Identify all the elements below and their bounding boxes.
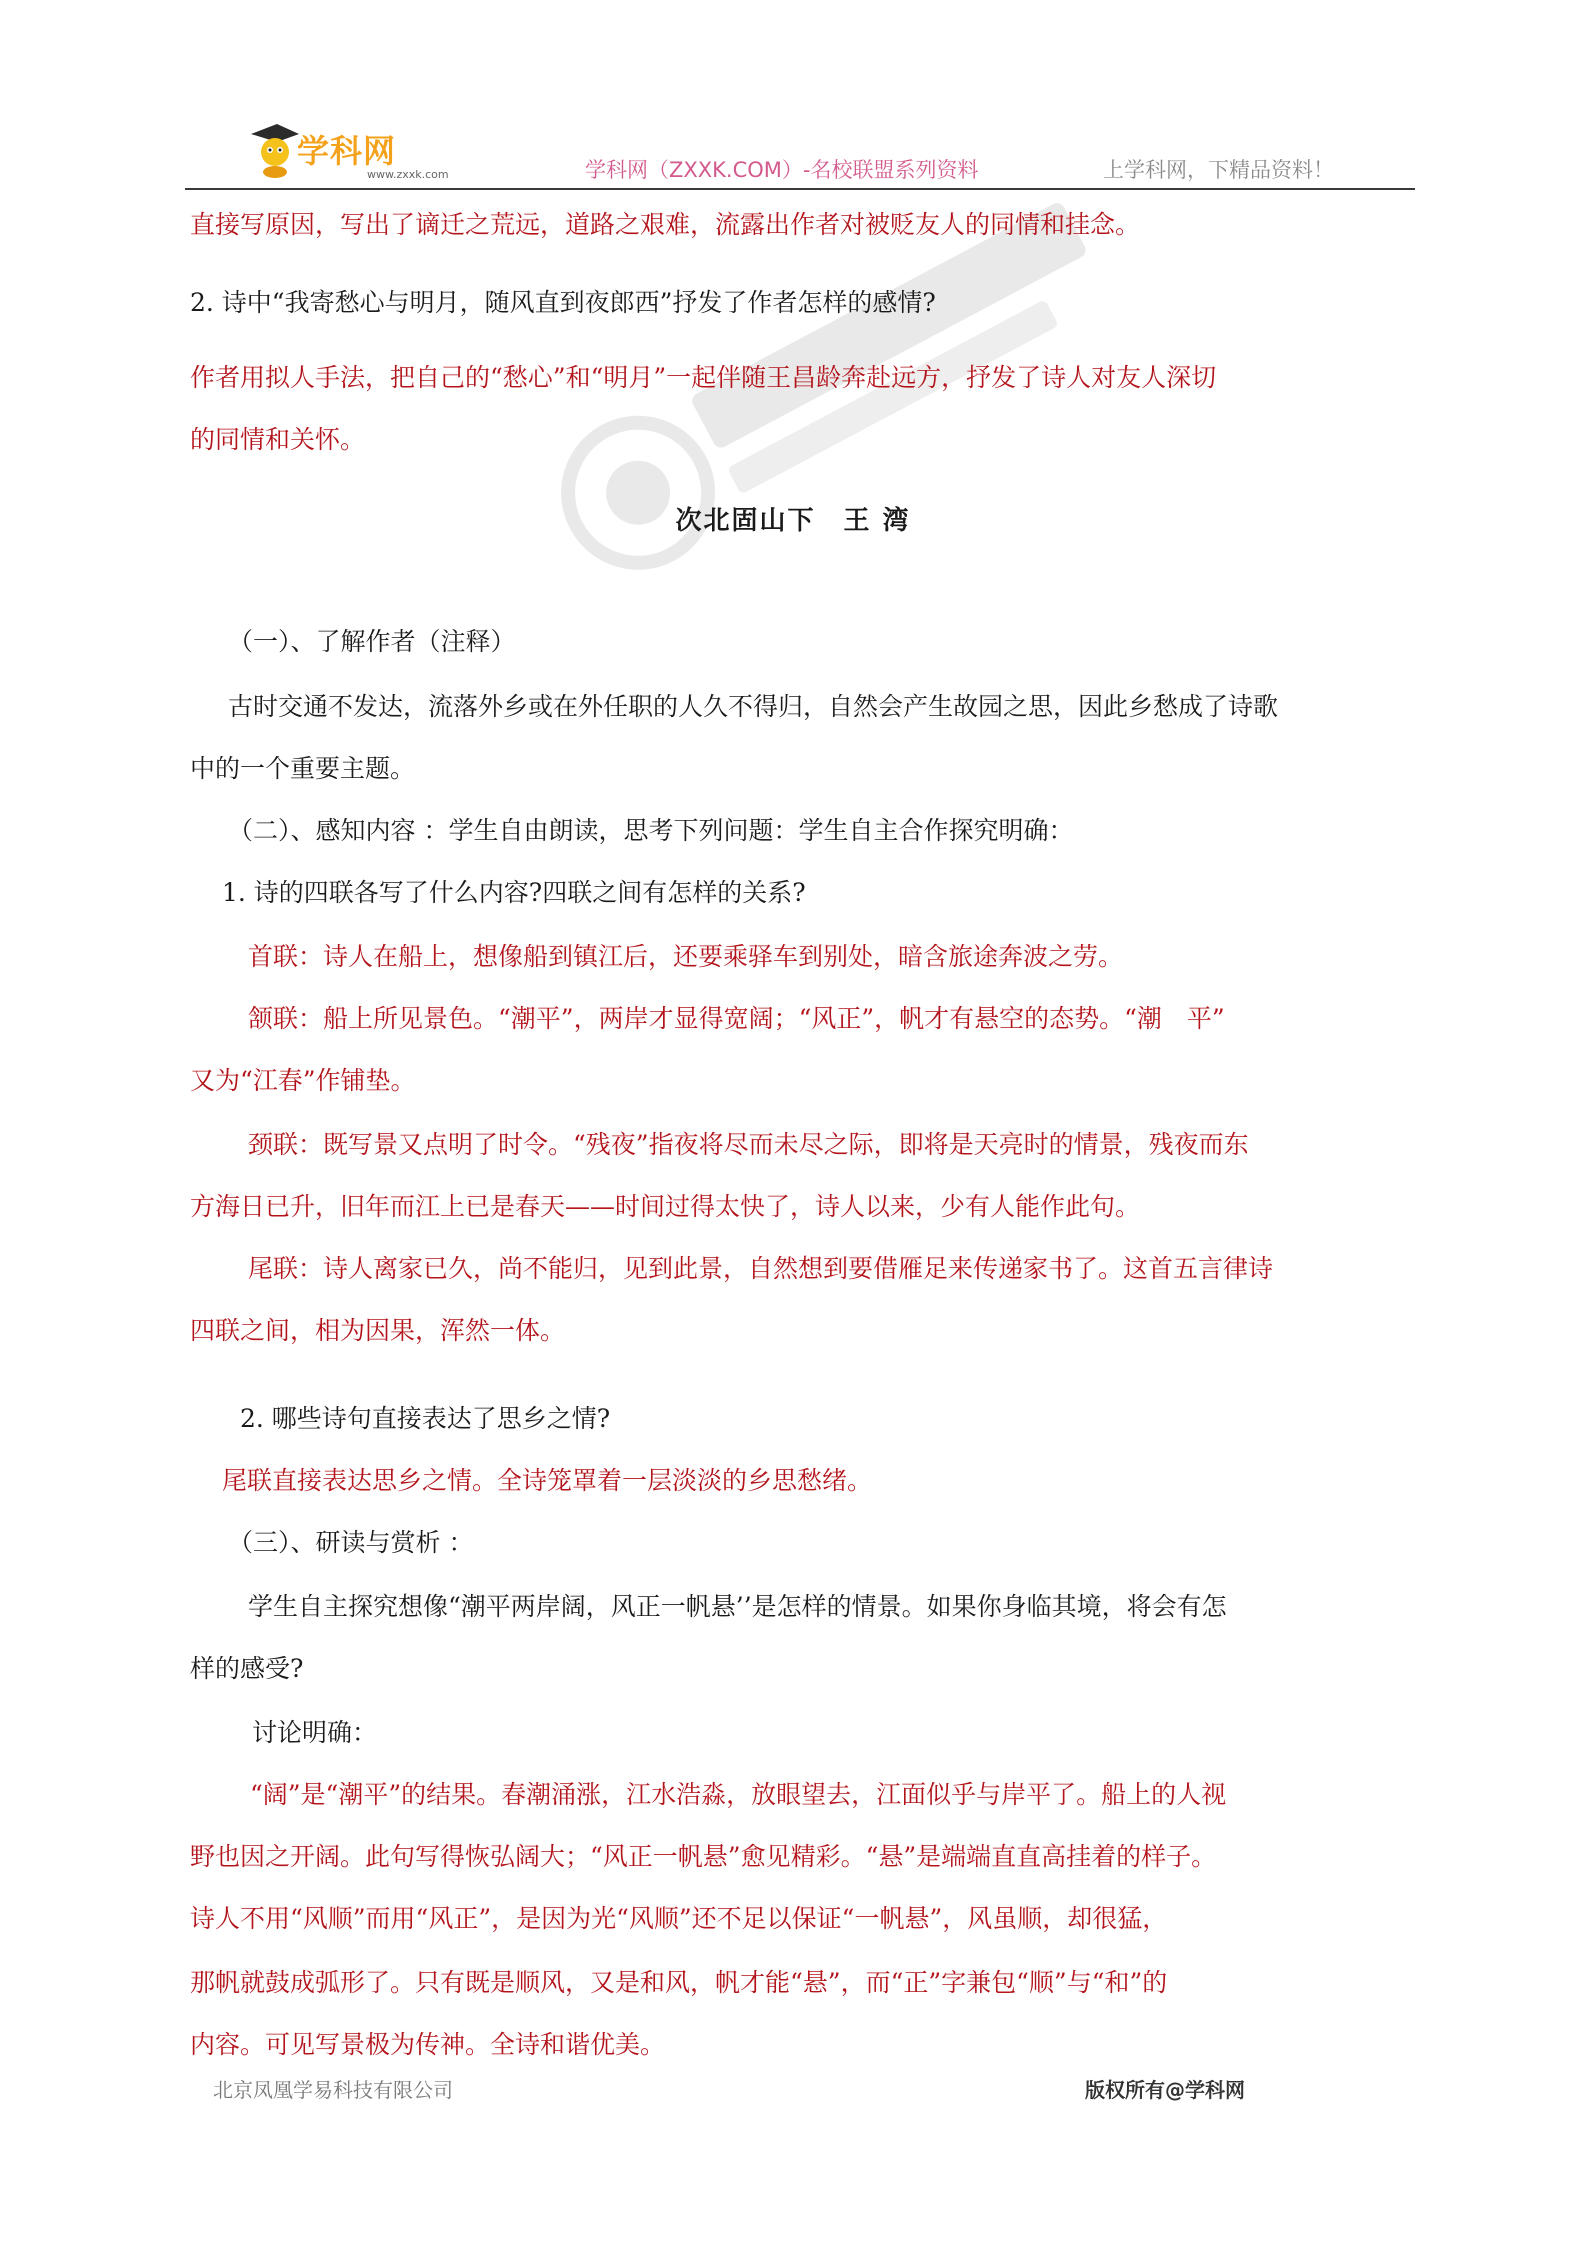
section-3-heading: （三）、研读与赏析 ： [228,1528,474,1557]
jinglian-line-2: 方海日已升，旧年而江上已是春天——时间过得太快了，诗人以来，少有人能作此句。 [190,1192,1141,1221]
logo-text: 学科网 [297,132,397,170]
section-2-heading: （二）、感知内容 ：学生自由朗读，思考下列问题：学生自主合作探究明确： [228,816,1074,845]
section-3-line-1: 学生自主探究想像“潮平两岸阔，风正一帆悬’’是怎样的情景。如果你身临其境，将会有怎 [248,1592,1227,1621]
section-3-line-2: 样的感受? [190,1654,304,1683]
hanlian-line-1: 颔联：船上所见景色。“潮平”，两岸才显得宽阔；“风正”，帆才有悬空的态势。“潮 平” [248,1004,1225,1033]
section-1-heading: （一）、了解作者（注释） [228,627,516,656]
answer-2-line-1: 作者用拟人手法，把自己的“愁心”和“明月”一起伴随王昌龄奔赴远方，抒发了诗人对友人深切 [190,363,1217,392]
header-series-title: 学科网（ZXXK.COM）-名校联盟系列资料 [585,158,979,182]
header-slogan: 上学科网，下精品资料！ [1103,158,1334,182]
jinglian-line-1: 颈联：既写景又点明了时令。“残夜”指夜将尽而未尽之际，即将是天亮时的情景，残夜而东 [248,1130,1249,1159]
discussion-line-2: 野也因之开阔。此句写得恢弘阔大；“风正一帆悬”愈见精彩。“悬”是端端直直高挂着的样子。 [190,1842,1217,1871]
header-divider [185,188,1415,190]
poem-title: 次北固山下 王 湾 [675,506,911,536]
page-header [185,108,1415,188]
question-1: 1. 诗的四联各写了什么内容?四联之间有怎样的关系? [222,878,806,907]
footer-copyright[interactable]: 版权所有@学科网 [1085,2078,1245,2102]
discussion-line-5: 内容。可见写景极为传神。全诗和谐优美。 [190,2030,666,2059]
question-2: 2. 诗中“我寄愁心与明月，随风直到夜郎西”抒发了作者怎样的感情? [190,288,936,317]
discussion-line-1: “阔”是“潮平”的结果。春潮涌涨，江水浩淼，放眼望去，江面似乎与岸平了。船上的人视 [250,1780,1227,1809]
discussion-line-3: 诗人不用“风顺”而用“风正”，是因为光“风顺”还不足以保证“一帆悬”，风虽顺，却很猛， [190,1904,1168,1933]
discussion-line-4: 那帆就鼓成弧形了。只有既是顺风，又是和风，帆才能“悬”，而“正”字兼包“顺”与“和”的 [190,1968,1168,1997]
weilian-line-1: 尾联：诗人离家已久，尚不能归，见到此景，自然想到要借雁足来传递家书了。这首五言律诗 [248,1254,1274,1283]
section-1-line-2: 中的一个重要主题。 [190,754,416,783]
weilian-line-2: 四联之间，相为因果，浑然一体。 [190,1316,566,1345]
discussion-label: 讨论明确： [252,1718,378,1747]
question-2b: 2. 哪些诗句直接表达了思乡之情? [240,1404,611,1433]
site-logo[interactable] [247,116,447,186]
mascot-icon [247,120,301,180]
footer-company: 北京凤凰学易科技有限公司 [213,2078,453,2102]
section-1-line-1: 古时交通不发达，流落外乡或在外任职的人久不得归，自然会产生故园之思，因此乡愁成了诗歌 [228,692,1279,721]
answer-paragraph: 直接写原因，写出了谪迁之荒远，道路之艰难，流露出作者对被贬友人的同情和挂念。 [190,210,1141,239]
shoulian-answer: 首联：诗人在船上，想像船到镇江后，还要乘驿车到别处，暗含旅途奔波之劳。 [248,942,1124,971]
answer-2-line-2: 的同情和关怀。 [190,425,366,454]
logo-url: www.zxxk.com [367,168,449,181]
answer-2b: 尾联直接表达思乡之情。全诗笼罩着一层淡淡的乡思愁绪。 [222,1466,873,1495]
hanlian-line-2: 又为“江春”作铺垫。 [190,1066,416,1095]
